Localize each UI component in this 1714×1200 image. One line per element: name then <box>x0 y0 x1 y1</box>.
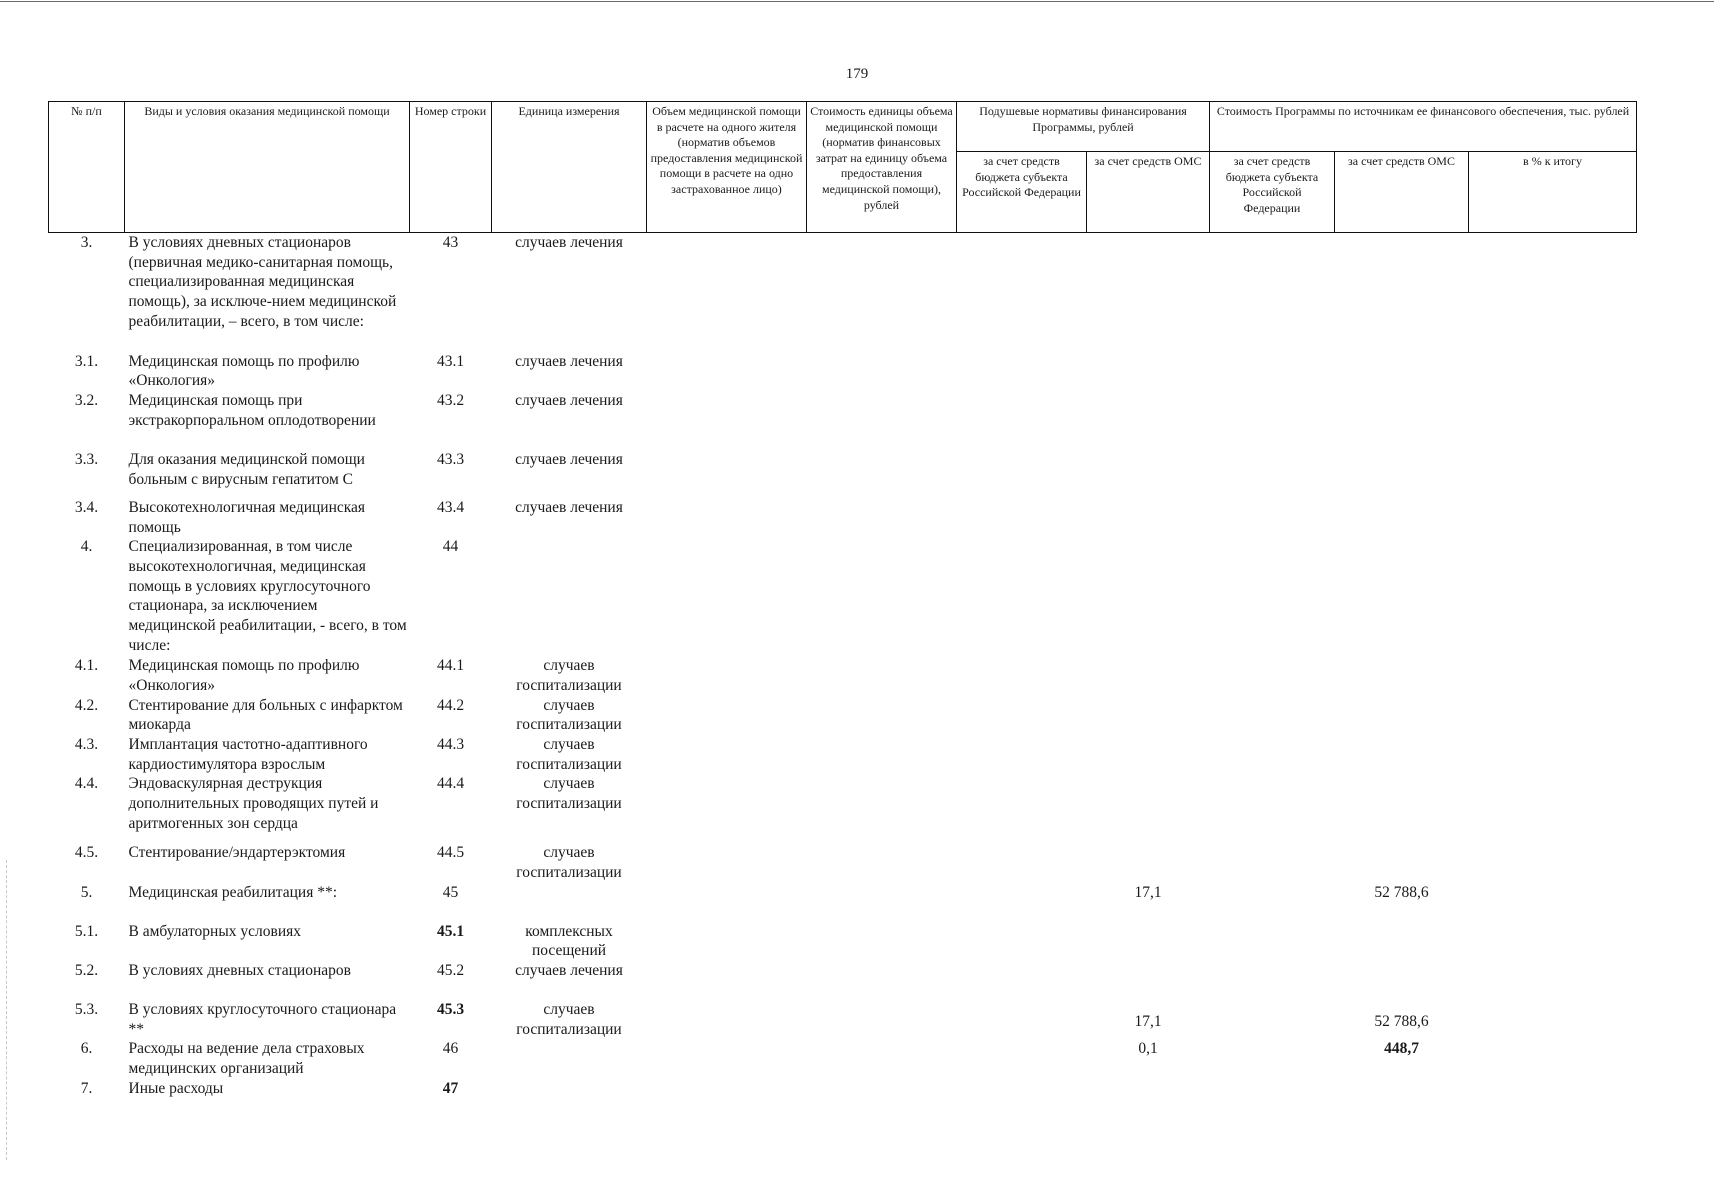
row-code-cell: 43.1 <box>436 352 465 370</box>
row-per-capita-oms-cell <box>1087 696 1210 735</box>
table-row <box>49 233 1637 352</box>
table-row <box>49 1039 1637 1078</box>
row-code-cell: 44.3 <box>436 735 465 753</box>
row-program-oms-cell: 52 788,6 <box>1374 883 1429 901</box>
page-number: 179 <box>845 66 869 82</box>
row-program-oms-cell <box>1335 735 1469 774</box>
table-row <box>49 843 1637 882</box>
row-unit-cell: случаев госпитализации <box>516 696 622 734</box>
row-unit-cell: случаев лечения <box>515 961 623 979</box>
row-program-oms-cell <box>1335 961 1469 1000</box>
row-code-cell: 45 <box>442 883 459 901</box>
row-code-cell: 44 <box>442 538 459 556</box>
row-number-cell: 4.1. <box>74 657 99 675</box>
row-per-capita-oms-cell <box>1087 450 1210 498</box>
row-program-oms-cell <box>1335 498 1469 537</box>
row-per-capita-oms-cell <box>1087 922 1210 961</box>
row-per-capita-oms-cell <box>1087 537 1210 656</box>
header-program-percent: в % к итогу <box>1469 152 1637 233</box>
header-unit: Единица измерения <box>492 102 647 233</box>
row-name-cell: Специализированная, в том числе высокотехнологичная, медицинская помощь в условиях круглосуточного стационара, за исключением медицинской реабилитации, - всего, в том числе: <box>128 538 407 654</box>
row-per-capita-oms-cell <box>1087 391 1210 450</box>
row-code-cell: 43.4 <box>436 498 465 516</box>
header-program-cost: Стоимость Программы по источникам ее финансового обеспечения, тыс. рублей <box>1210 102 1637 152</box>
row-code-cell: 45.1 <box>436 922 465 940</box>
row-name-cell: В амбулаторных условиях <box>128 922 301 940</box>
row-code-cell: 46 <box>442 1040 459 1058</box>
row-code-cell: 43.3 <box>436 450 465 468</box>
row-code-cell: 43 <box>442 234 459 251</box>
scan-border-line <box>0 1 1714 2</box>
table-row <box>49 883 1637 922</box>
header-per-capita-oms: за счет средств ОМС <box>1087 152 1210 233</box>
header-per-capita: Подушевые нормативы финансирования Программы, рублей <box>957 102 1210 152</box>
header-row-number: Номер строки <box>410 102 492 233</box>
row-per-capita-oms-cell <box>1087 233 1210 352</box>
row-name-cell: В условиях дневных стационаров <box>128 961 351 979</box>
row-unit-cell <box>492 1039 647 1078</box>
row-program-oms-cell <box>1335 656 1469 695</box>
table-row <box>49 537 1637 656</box>
table-row <box>49 498 1637 537</box>
table-row <box>49 1000 1637 1039</box>
table-row <box>49 1079 1637 1109</box>
row-name-cell: Стентирование/эндартерэктомия <box>128 844 346 862</box>
table-row <box>49 922 1637 961</box>
row-program-oms-cell <box>1335 233 1469 352</box>
row-name-cell: Медицинская реабилитация **: <box>128 883 338 901</box>
row-program-oms-cell <box>1335 391 1469 450</box>
table-row <box>49 352 1637 391</box>
row-code-cell: 44.5 <box>436 844 465 862</box>
row-unit-cell: случаев лечения <box>515 498 623 516</box>
row-unit-cell: случаев лечения <box>515 391 623 409</box>
row-unit-cell: случаев госпитализации <box>516 775 622 812</box>
row-unit-cell: случаев лечения <box>515 352 623 370</box>
table-row <box>49 450 1637 498</box>
row-unit-cell <box>492 1079 647 1109</box>
row-name-cell: Для оказания медицинской помощи больным с вирусным гепатитом С <box>128 450 365 488</box>
row-per-capita-oms-cell <box>1087 774 1210 843</box>
row-name-cell: Стентирование для больных с инфарктом миокарда <box>128 696 403 734</box>
row-unit-cell <box>492 883 647 922</box>
row-unit-cell <box>492 537 647 656</box>
row-program-oms-cell: 52 788,6 <box>1374 1012 1429 1030</box>
row-per-capita-oms-cell <box>1087 1079 1210 1109</box>
row-name-cell: Медицинская помощь по профилю «Онкология» <box>128 657 360 694</box>
row-unit-cell: случаев лечения <box>515 450 623 468</box>
row-name-cell: Иные расходы <box>128 1079 224 1097</box>
row-program-oms-cell <box>1335 774 1469 843</box>
row-number-cell: 4. <box>80 538 93 556</box>
row-per-capita-oms-cell: 0,1 <box>1138 1040 1158 1058</box>
row-code-cell: 45.2 <box>436 961 465 979</box>
row-name-cell: Медицинская помощь по профилю «Онкология» <box>128 352 360 390</box>
row-program-oms-cell <box>1335 922 1469 961</box>
header-number: № п/п <box>49 102 125 233</box>
row-number-cell: 3.2. <box>74 391 99 409</box>
header-program-budget: за счет средств бюджета субъекта Российской Федерации <box>1210 152 1335 233</box>
row-per-capita-oms-cell: 17,1 <box>1134 1012 1162 1030</box>
row-number-cell: 3. <box>80 234 93 251</box>
row-number-cell: 4.5. <box>74 844 99 862</box>
row-number-cell: 6. <box>80 1040 93 1058</box>
row-number-cell: 3.4. <box>74 498 99 516</box>
row-per-capita-oms-cell <box>1087 498 1210 537</box>
row-per-capita-oms-cell <box>1087 352 1210 391</box>
header-care-type: Виды и условия оказания медицинской помощи <box>125 102 410 233</box>
row-code-cell: 47 <box>442 1079 459 1097</box>
row-program-oms-cell: 448,7 <box>1384 1040 1419 1058</box>
row-program-oms-cell <box>1335 450 1469 498</box>
row-unit-cell: случаев госпитализации <box>516 844 622 881</box>
table-row <box>49 696 1637 735</box>
row-unit-cell: случаев госпитализации <box>516 657 622 694</box>
row-name-cell: Эндоваскулярная деструкция дополнительных проводящих путей и аритмогенных зон сердца <box>128 775 379 832</box>
row-code-cell: 43.2 <box>436 391 465 409</box>
row-name-cell: Имплантация частотно-адаптивного кардиостимулятора взрослым <box>128 735 368 773</box>
row-per-capita-oms-cell <box>1087 656 1210 695</box>
row-program-oms-cell <box>1335 696 1469 735</box>
row-unit-cell: случаев лечения <box>515 234 623 251</box>
table-row <box>49 391 1637 450</box>
row-per-capita-oms-cell <box>1087 843 1210 882</box>
row-code-cell: 45.3 <box>436 1000 465 1018</box>
row-program-oms-cell <box>1335 843 1469 882</box>
row-number-cell: 5.1. <box>74 922 99 940</box>
row-number-cell: 5. <box>80 883 93 901</box>
table-row <box>49 735 1637 774</box>
row-code-cell: 44.4 <box>436 775 465 793</box>
row-program-oms-cell <box>1335 1079 1469 1109</box>
row-per-capita-oms-cell: 17,1 <box>1134 883 1162 901</box>
row-number-cell: 5.2. <box>74 961 99 979</box>
row-unit-cell: случаев госпитализации <box>516 735 622 773</box>
row-number-cell: 4.4. <box>74 775 99 793</box>
row-number-cell: 5.3. <box>74 1000 99 1018</box>
table-row <box>49 774 1637 843</box>
financing-table <box>48 101 1637 1109</box>
row-code-cell: 44.1 <box>436 657 465 675</box>
row-number-cell: 3.1. <box>74 352 99 370</box>
table-row <box>49 961 1637 1000</box>
header-unit-cost: Стоимость единицы объема медицинской помощи (норматив финансовых затрат на единицу объема предоставления медицинской помощи), рублей <box>807 102 957 233</box>
table-row <box>49 656 1637 695</box>
row-name-cell: Высокотехнологичная медицинская помощь <box>128 498 366 536</box>
row-unit-cell: комплексных посещений <box>525 922 613 960</box>
row-program-oms-cell <box>1335 352 1469 391</box>
table-header <box>49 102 1637 233</box>
row-program-oms-cell <box>1335 537 1469 656</box>
row-name-cell: Медицинская помощь при экстракорпоральном оплодотворении <box>128 391 376 429</box>
row-per-capita-oms-cell <box>1087 961 1210 1000</box>
row-number-cell: 4.2. <box>74 696 99 714</box>
row-number-cell: 7. <box>80 1079 93 1097</box>
table-body <box>49 233 1637 1109</box>
row-name-cell: В условиях круглосуточного стационара ** <box>128 1000 397 1038</box>
header-per-capita-budget: за счет средств бюджета субъекта Российской Федерации <box>957 152 1087 233</box>
row-unit-cell: случаев госпитализации <box>516 1000 622 1038</box>
row-code-cell: 44.2 <box>436 696 465 714</box>
row-name-cell: В условиях дневных стационаров (первичная медико-санитарная помощь, специализированная медицинская помощь), за исключе-нием медицинской реабилитации, – всего, в том числе: <box>128 234 397 330</box>
header-volume: Объем медицинской помощи в расчете на одного жителя (норматив объемов предоставления медицинской помощи в расчете на одно застрахованное лицо) <box>647 102 807 233</box>
scan-edge-mark <box>6 860 8 1160</box>
row-per-capita-oms-cell <box>1087 735 1210 774</box>
header-program-oms: за счет средств ОМС <box>1335 152 1469 233</box>
row-name-cell: Расходы на ведение дела страховых медицинских организаций <box>128 1040 365 1077</box>
row-number-cell: 4.3. <box>74 735 99 753</box>
row-number-cell: 3.3. <box>74 450 99 468</box>
